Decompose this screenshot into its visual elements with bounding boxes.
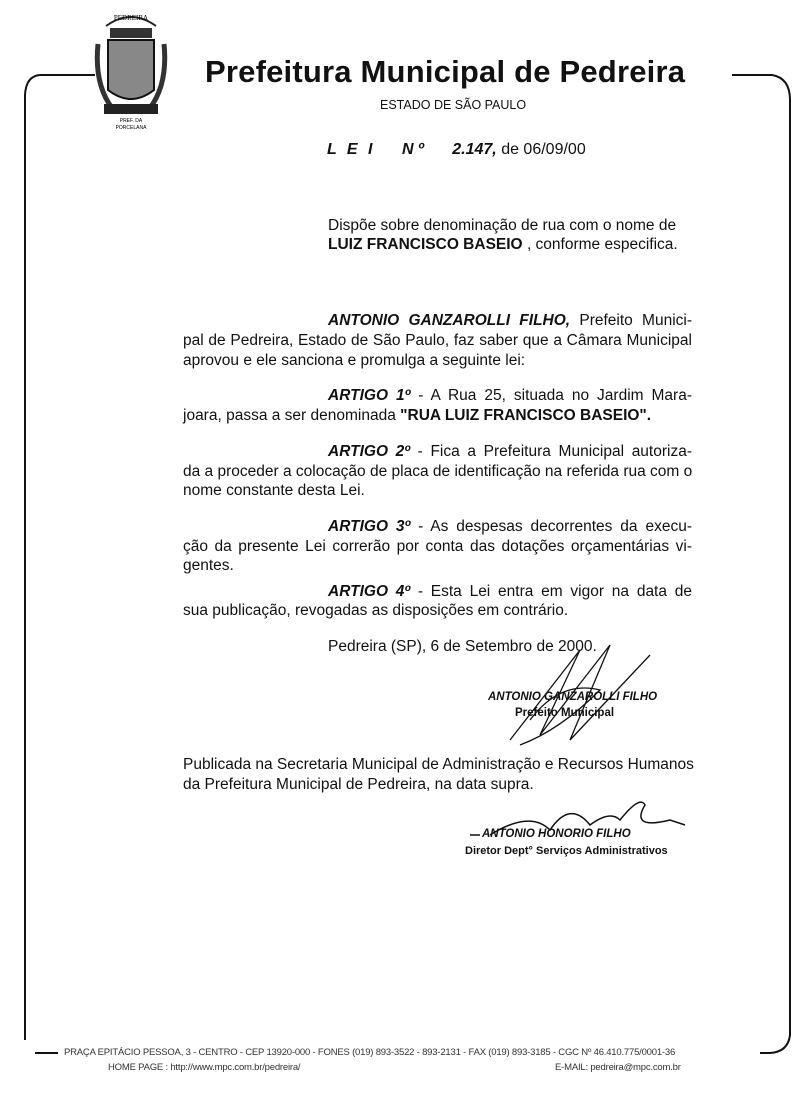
municipal-crest-logo: [92, 4, 170, 132]
article-4-line-2: sua publicação, revogadas as disposições em contrário.: [183, 602, 569, 619]
preamble-line-1: [328, 312, 692, 330]
signer-1-title: Prefeito Municipal: [515, 707, 615, 719]
lei-label: L E I: [327, 141, 376, 158]
article-2-label: ARTIGO 2º: [328, 443, 410, 460]
article-3-label: ARTIGO 3º: [328, 518, 411, 535]
article-1-label: ARTIGO 1º: [328, 387, 411, 404]
place-date: Pedreira (SP), 6 de Setembro de 2000.: [328, 638, 597, 655]
preamble-text: Prefeito Munici-: [579, 312, 692, 329]
footer-email: E-MAIL: pedreira@mpc.com.br: [555, 1062, 681, 1073]
law-number: 2.147,: [452, 141, 497, 158]
signer-1-name: ANTONIO GANZAROLLI FILHO: [488, 691, 658, 703]
article-3-line-1: [328, 518, 692, 536]
street-name: "RUA LUIZ FRANCISCO BASEIO".: [400, 407, 652, 424]
ementa-line-2: [328, 236, 678, 254]
article-4-label: ARTIGO 4º: [328, 583, 411, 600]
numero-label: N º: [401, 141, 424, 158]
article-1-text-2: joara, passa a ser denominada: [183, 407, 396, 424]
footer-address: PRAÇA EPITÁCIO PESSOA, 3 - CENTRO - CEP 13920-000 - FONES (019) 893-3522 - 893-2131 - FAX (019) 893-3185 - CGC Nº 46.410.775/0001-36: [64, 1047, 676, 1058]
preamble-line-3: aprovou e ele sanciona e promulga a seguinte lei:: [183, 352, 526, 369]
article-2-line-1: [328, 443, 692, 461]
signer-2-name: ANTONIO HONORIO FILHO: [482, 828, 631, 840]
article-3-line-3: gentes.: [183, 557, 234, 574]
page-title: Prefeitura Municipal de Pedreira: [205, 54, 686, 89]
article-2-line-2: da a proceder a colocação de placa de identificação na referida rua com o: [183, 463, 693, 480]
publication-line-2: da Prefeitura Municipal de Pedreira, na data supra.: [183, 776, 534, 793]
director-signature: [470, 790, 700, 850]
subtitle: ESTADO DE SÃO PAULO: [380, 98, 527, 112]
article-2-text: - Fica a Prefeitura Municipal autoriza-: [417, 443, 692, 460]
publication-line-1: Publicada na Secretaria Municipal de Administração e Recursos Humanos: [183, 756, 694, 773]
preamble-line-2: pal de Pedreira, Estado de São Paulo, faz saber que a Câmara Municipal: [183, 332, 692, 349]
article-3-text: - As despesas decorrentes da execu-: [418, 518, 692, 535]
article-3-line-2: ção da presente Lei correrão por conta das dotações orçamentárias vi-: [183, 538, 692, 555]
ementa-rest: , conforme especifica.: [526, 236, 678, 253]
mayor-name: ANTONIO GANZAROLLI FILHO,: [328, 312, 571, 329]
law-date: de 06/09/00: [501, 141, 586, 158]
ementa-line-1: Dispõe sobre denominação de rua com o nome de: [328, 217, 677, 234]
footer-homepage: HOME PAGE : http://www.mpc.com.br/pedreira/: [108, 1062, 301, 1073]
article-2-line-3: nome constante desta Lei.: [183, 482, 365, 499]
article-4-line-1: [328, 583, 692, 601]
signer-2-title: Diretor Dept° Serviços Administrativos: [465, 845, 668, 857]
article-1-text: - A Rua 25, situada no Jardim Mara-: [418, 387, 692, 404]
article-1-line-1: [328, 387, 692, 405]
honoree-name: LUIZ FRANCISCO BASEIO: [328, 236, 523, 253]
law-heading: [327, 141, 586, 159]
article-4-text: - Esta Lei entra em vigor na data de: [417, 583, 692, 600]
svg-text:PREF. DA: PREF. DA: [119, 118, 143, 124]
article-1-line-2: [183, 407, 651, 425]
svg-text:PORCELANA: PORCELANA: [115, 125, 147, 131]
svg-text:PEDREIRA: PEDREIRA: [113, 14, 149, 22]
